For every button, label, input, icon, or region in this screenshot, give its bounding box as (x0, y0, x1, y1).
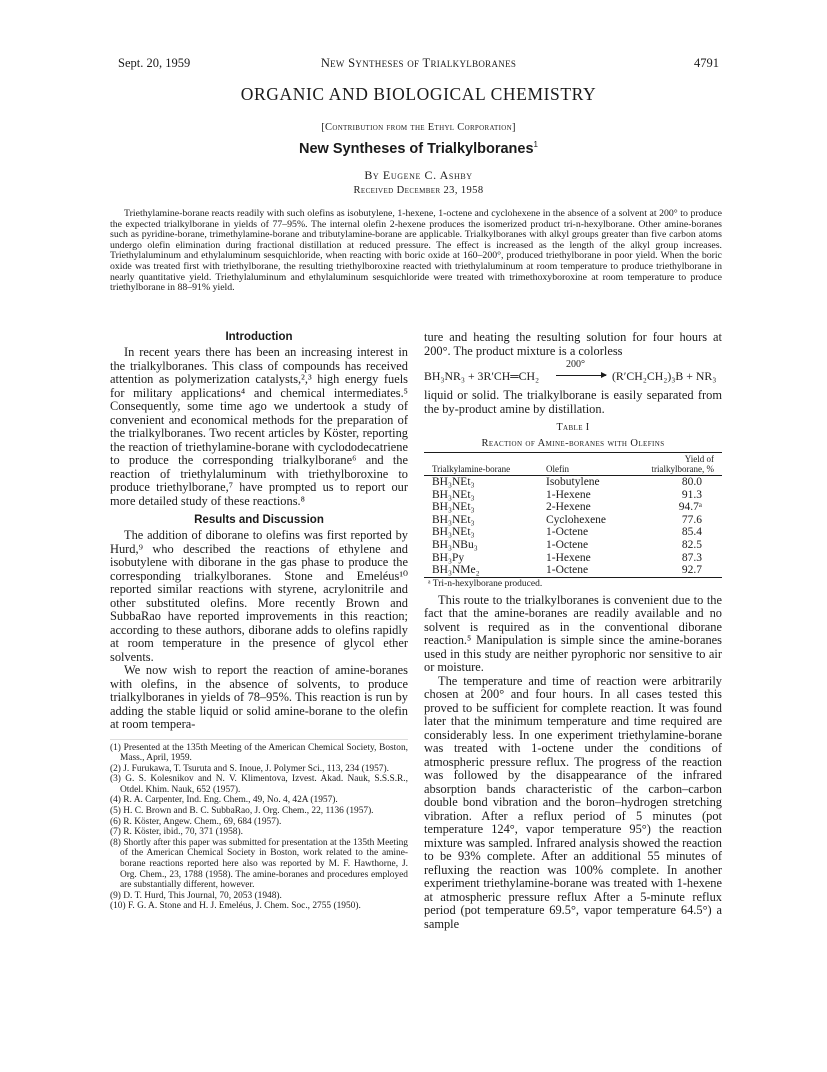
after-equation-paragraph: liquid or solid. The trialkylborane is easily separated from the by-product amine by distillation. (424, 388, 722, 416)
footnote: (1) Presented at the 135th Meeting of the American Chemical Society, Boston, Mass., April, 1959. (110, 742, 408, 764)
table-label: Table I (556, 422, 590, 433)
table-header-row (424, 453, 722, 476)
table-cell: 1-Octene (546, 526, 589, 539)
table-cell: 85.4 (681, 526, 702, 539)
table-cell: BH₃NEt₃ (432, 488, 475, 501)
table-cell: Cyclohexene (546, 513, 607, 526)
table-row (424, 476, 722, 489)
running-title: New Syntheses of Trialkylboranes (320, 56, 517, 70)
table-footnote: ᵃ Tri-n-hexylborane produced. (428, 578, 543, 589)
author-line: By Eugene C. Ashby (364, 168, 473, 182)
table-row (424, 514, 722, 527)
footnote: (10) F. G. A. Stone and H. J. Emeléus, J. Chem. Soc., 2755 (1950). (110, 901, 361, 912)
table-cell: BH₃NEt₃ (432, 501, 475, 514)
section-heading: ORGANIC AND BIOLOGICAL CHEMISTRY (240, 84, 597, 104)
table-cell: BH₃NEt₃ (432, 476, 475, 488)
table-cell: 80.0 (681, 476, 702, 488)
table-row (424, 501, 722, 514)
running-head (118, 56, 719, 72)
footnote: (6) R. Köster, Angew. Chem., 69, 684 (1957). (110, 816, 282, 827)
route-paragraph: This route to the trialkylboranes is convenient due to the fact that the amine-boranes are readily available and no solvent is required as in the conventional diborane reaction.⁵ Manipulation is simple since the amine-boranes used in this study are neither pyrophoric nor sensitive to air or moisture. (424, 592, 722, 675)
table-cell: BH₃Py (432, 551, 465, 564)
results-paragraph-1: The addition of diborane to olefins was first reported by Hurd,⁹ who described the reactions of ethylene and isobutylene with diborane in the gas phase to produce the corresponding trialkylboranes. Stone and Emeléus¹⁰ reported similar reactions with styrene, acrylonitrile and other substituted olefins. More recently Brown and SubbaRao have reported improvements in this reaction; according to these authors, diborane adds to olefins rapidly at room temperature in the presence of glycol ether solvents. (110, 528, 408, 664)
footnote: (5) H. C. Brown and B. C. SubbaRao, J. Org. Chem., 22, 1136 (1957). (110, 806, 374, 817)
equation-reactants: BH₃NR₃ + 3R′CH═CH₂ (424, 369, 540, 383)
table-cell: 1-Octene (542, 564, 642, 577)
table-caption: Reaction of Amine-boranes with Olefins (481, 438, 665, 449)
table-row (424, 489, 722, 502)
introduction-paragraph: In recent years there has been an increasing interest in the trialkylboranes. This class of compounds has received attention as polymerization catalysts,²,³ high energy fuels for military applications⁴ and chemical intermediates.⁵ Consequently, some time ago we undertook a study of convenient and economical methods for the preparation of the trialkylboranes. Two recent articles by Köster, reporting the reaction of triethylamine-borane with cyclododecatriene to produce the corresponding trialkylborane⁶ and the reaction of triethylaluminum with triethylboroxine to produce triethylborane,⁷ have prompted us to report our more detailed study of these reactions.⁸ (110, 345, 408, 508)
page-number: 4791 (694, 56, 719, 70)
table-cell: 82.5 (681, 538, 702, 551)
footnote: (8) Shortly after this paper was submitted for presentation at the 135th Meeting of the American Chemical Society in Boston, work related to the amine-borane reactions reported here also was reported by M. F. Hawthorne, J. Org. Chem., 23, 1788 (1958). The amine-boranes and procedures employed are substantially different, however. (110, 837, 408, 891)
table-cell: 94.7ᵃ (678, 501, 702, 514)
footnote: (7) R. Köster, ibid., 70, 371 (1958). (110, 827, 243, 838)
title-footnote-mark: 1 (533, 140, 538, 149)
table-row (424, 564, 722, 577)
equation-condition: 200° (566, 359, 585, 370)
continuation-paragraph: ture and heating the resulting solution for four hours at 200°. The product mixture is a colorless (424, 330, 722, 358)
column-header: Yield of trialkylborane, % (642, 453, 722, 476)
equation-products: (R′CH₂CH₂)₃B + NR₃ (612, 369, 717, 383)
reaction-arrow-icon (556, 375, 606, 376)
table-cell: 77.6 (681, 513, 702, 526)
results-paragraph-2: We now wish to report the reaction of amine-boranes with olefins, in the absence of solvents, to produce trialkylboranes in yields of 78–95%. This reaction is run by adding the stable liquid or solid amine-borane to the olefin at room tempera- (110, 663, 408, 731)
received-date: Received December 23, 1958 (353, 185, 484, 196)
article-title (118, 140, 719, 157)
table-cell: 87.3 (681, 551, 702, 564)
contribution-line: [Contribution from the Ethyl Corporation] (321, 122, 516, 133)
introduction-heading: Introduction (225, 331, 293, 343)
temperature-paragraph: The temperature and time of reaction were arbitrarily chosen at 200° and four hours. In all cases tested this proved to be sufficient for complete reaction. It was found later that the minimum temperature and time required are considerably less. In one experiment triethylamine-borane was treated with 1-octene under the conditions of atmospheric pressure reflux. The progress of the reaction was followed by the disappearance of the infrared absorption bands characteristic of the carbon–carbon double bond vibration and the boron–hydrogen stretching vibration. After a reflux period of 5 minutes (pot temperature 124°, vapor temperature 95°) the reaction mixture was sampled. Infrared analysis showed the reaction to be 93% complete. After an additional 55 minutes of refluxing the reaction was 100% complete. In another experiment triethylamine-borane was treated with 1-hexene at atmospheric pressure reflux After a 5-minute reflux period (pot temperature 69.5°, vapor temperature 64.5°) a sample (424, 673, 722, 931)
footnote: (4) R. A. Carpenter, Ind. Eng. Chem., 49, No. 4, 42A (1957). (110, 795, 338, 806)
table-cell: BH₃NMe₂ (424, 564, 542, 577)
right-column (424, 331, 722, 931)
footnote: (9) D. T. Hurd, This Journal, 70, 2053 (1948). (110, 890, 282, 901)
column-header: Trialkylamine-borane (424, 453, 542, 476)
abstract: Triethylamine-borane reacts readily with such olefins as isobutylene, 1-hexene, 1-octene and cyclohexene in the absence of a solvent at 200° to produce the expected trialkylborane in yields of 77–95%. The internal olefin 2-hexene produces the isomerized product tri-n-hexylborane. Other amine-boranes such as pyridine-borane, trimethylamine-borane and tributylamine-borane are applicable. Trialkylboranes with alkyl groups greater than five carbon atoms undergo olefin elimination during fractional distillation at reduced pressure. The effect is increased as the length of the alkyl group increases. Triethylaluminum and ethylaluminum sesquichloride, when reacting with boric oxide at 160–200°, produced triethylborane in poor yield. When the boric oxide was treated first with triethylborane, the resulting triethylboroxine reacted with triethylaluminum at room temperature to produce triethylborane in nearly quantitative yield. Triethylaluminum and ethylaluminum sesquichloride were treated with trimethoxyboroxine at room temperature to produce triethylborane in 88–91% yield. (110, 208, 722, 294)
table-cell: 91.3 (681, 488, 702, 501)
results-heading: Results and Discussion (194, 514, 324, 526)
table-cell: BH₃NEt₃ (432, 513, 475, 526)
table-cell: 92.7 (642, 564, 722, 577)
table-row (424, 552, 722, 565)
table-row (424, 526, 722, 539)
reaction-equation (424, 360, 722, 386)
footnote: (3) G. S. Kolesnikov and N. V. Klimentova, Izvest. Akad. Nauk, S.S.S.R., Otdel. Khim. Nauk, 652 (1957). (110, 774, 408, 795)
article-title-text: New Syntheses of Trialkylboranes (299, 141, 534, 157)
table-cell: BH₃NEt₃ (432, 526, 475, 539)
footnote: (2) J. Furukawa, T. Tsuruta and S. Inoue, J. Polymer Sci., 113, 234 (1957). (110, 763, 389, 774)
issue-date: Sept. 20, 1959 (118, 56, 191, 70)
results-table (424, 452, 722, 578)
table-cell: Isobutylene (546, 476, 600, 488)
left-column (110, 331, 408, 912)
footnotes (110, 739, 408, 913)
table-cell: BH₃NBu₃ (432, 538, 478, 551)
table-cell: 2-Hexene (546, 501, 591, 514)
table-cell: 1-Hexene (546, 551, 591, 564)
table-cell: 1-Hexene (546, 488, 591, 501)
column-header: Olefin (542, 453, 642, 476)
table-cell: 1-Octene (546, 538, 589, 551)
table-row (424, 539, 722, 552)
